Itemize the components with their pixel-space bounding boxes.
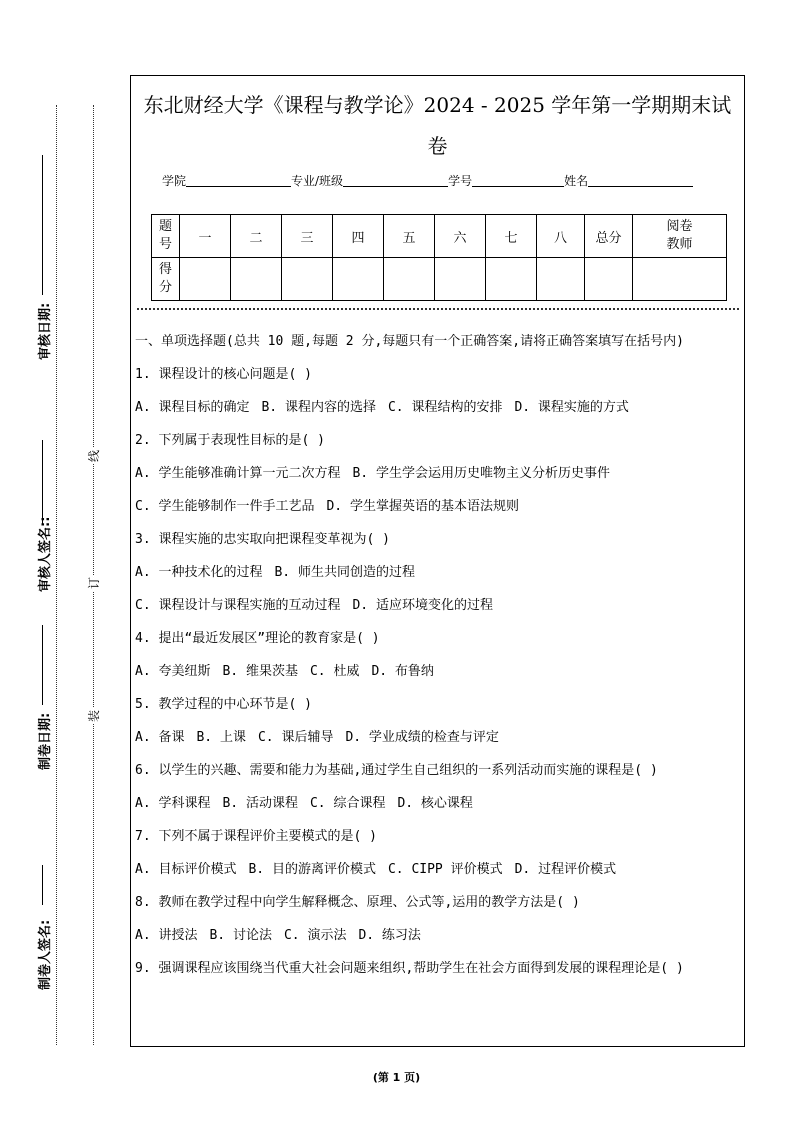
question-stem: 8. 教师在教学过程中向学生解释概念、原理、公式等,运用的教学方法是( )	[135, 895, 580, 910]
bind-char-line: 线	[87, 450, 101, 463]
make-date-label: 制卷日期:	[38, 712, 53, 770]
score-row-header: 得 分	[152, 258, 180, 301]
maker-sign-label: 制卷人签名:	[38, 919, 53, 990]
score-cell[interactable]	[180, 258, 231, 301]
score-cell[interactable]	[537, 258, 585, 301]
student-id-blank[interactable]	[472, 173, 564, 187]
reviewer-sign-label: 审核人签名::	[38, 516, 53, 592]
question-options: A. 学生能够准确计算一元二次方程 B. 学生学会运用历史唯物主义分析历史事件	[135, 466, 610, 481]
col-header: 六	[435, 215, 486, 258]
college-label: 学院	[162, 174, 187, 188]
question-options: A. 备课 B. 上课 C. 课后辅导 D. 学业成绩的检查与评定	[135, 730, 499, 745]
bind-char-bind: 装	[87, 710, 101, 723]
question-options: A. 讲授法 B. 讨论法 C. 演示法 D. 练习法	[135, 928, 421, 943]
question-stem: 1. 课程设计的核心问题是( )	[135, 367, 312, 382]
col-header: 八	[537, 215, 585, 258]
exam-title-continued: 卷	[427, 134, 448, 158]
score-cell[interactable]	[384, 258, 435, 301]
question-options: C. 学生能够制作一件手工艺品 D. 学生掌握英语的基本语法规则	[135, 499, 519, 514]
question-stem: 3. 课程实施的忠实取向把课程变革视为( )	[135, 532, 390, 547]
exam-title: 东北财经大学《课程与教学论》2024 - 2025 学年第一学期期末试	[143, 93, 732, 117]
question-stem: 7. 下列不属于课程评价主要模式的是( )	[135, 829, 377, 844]
section-heading: 一、单项选择题(总共 10 题,每题 2 分,每题只有一个正确答案,请将正确答案填写在括号内)	[135, 334, 684, 349]
question-stem: 5. 教学过程的中心环节是( )	[135, 697, 312, 712]
questions-area	[135, 332, 742, 979]
score-cell-total[interactable]	[585, 258, 633, 301]
question-stem: 4. 提出“最近发展区”理论的教育家是( )	[135, 631, 380, 646]
college-blank[interactable]	[186, 173, 291, 187]
page-footer: (第 1 页)	[372, 1071, 421, 1084]
bind-char-staple: 订	[87, 577, 101, 590]
question-stem: 9. 强调课程应该围绕当代重大社会问题来组织,帮助学生在社会方面得到发展的课程理论是( )	[135, 961, 684, 976]
score-cell[interactable]	[231, 258, 282, 301]
student-id-label: 学号	[448, 174, 473, 188]
dotted-separator	[137, 308, 739, 310]
score-table	[151, 214, 727, 301]
question-options: A. 夸美纽斯 B. 维果茨基 C. 杜威 D. 布鲁纳	[135, 664, 434, 679]
name-label: 姓名	[564, 174, 589, 188]
question-options: A. 课程目标的确定 B. 课程内容的选择 C. 课程结构的安排 D. 课程实施的方式	[135, 400, 629, 415]
question-options: A. 一种技术化的过程 B. 师生共同创造的过程	[135, 565, 415, 580]
grader-cell[interactable]	[633, 258, 727, 301]
major-label: 专业/班级	[291, 174, 344, 188]
question-options: A. 学科课程 B. 活动课程 C. 综合课程 D. 核心课程	[135, 796, 473, 811]
grader-header: 阅卷 教师	[633, 215, 727, 258]
make-date-blank	[42, 625, 43, 705]
col-header-total: 总分	[585, 215, 633, 258]
reviewer-sign-blank	[42, 440, 43, 525]
col-header: 三	[282, 215, 333, 258]
score-cell[interactable]	[333, 258, 384, 301]
col-header: 七	[486, 215, 537, 258]
score-cell[interactable]	[435, 258, 486, 301]
score-cell[interactable]	[282, 258, 333, 301]
major-blank[interactable]	[343, 173, 448, 187]
binding-dotted-line-outer	[56, 105, 57, 1045]
review-date-label: 审核日期:	[38, 302, 53, 360]
col-header: 二	[231, 215, 282, 258]
question-stem: 6. 以学生的兴趣、需要和能力为基础,通过学生自己组织的一系列活动而实施的课程是( )	[135, 763, 658, 778]
question-options: C. 课程设计与课程实施的互动过程 D. 适应环境变化的过程	[135, 598, 493, 613]
col-header: 五	[384, 215, 435, 258]
col-header: 四	[333, 215, 384, 258]
question-number-header: 题 号	[152, 215, 180, 258]
review-date-blank	[42, 155, 43, 295]
name-blank[interactable]	[588, 173, 693, 187]
col-header: 一	[180, 215, 231, 258]
question-stem: 2. 下列属于表现性目标的是( )	[135, 433, 325, 448]
score-cell[interactable]	[486, 258, 537, 301]
question-options: A. 目标评价模式 B. 目的游离评价模式 C. CIPP 评价模式 D. 过程评价模式	[135, 862, 617, 877]
student-info-line	[162, 172, 722, 189]
maker-sign-blank	[42, 865, 43, 905]
